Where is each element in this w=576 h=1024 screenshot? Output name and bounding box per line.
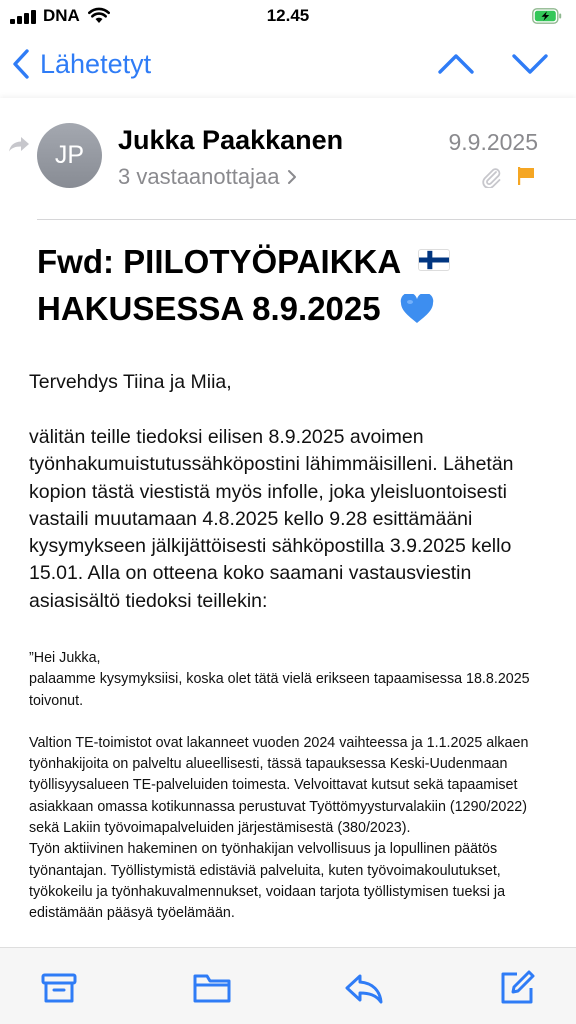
- recipients-toggle[interactable]: [118, 164, 297, 190]
- move-to-folder-button[interactable]: [192, 968, 232, 1008]
- subject-line-1: Fwd: PIILOTYÖPAIKKA: [37, 243, 400, 280]
- subject: [37, 238, 547, 332]
- chevron-right-icon: [287, 169, 297, 185]
- header-divider: [37, 219, 576, 220]
- reply-icon: [344, 968, 384, 1008]
- status-bar: [0, 0, 576, 34]
- quote-paragraph-a: Valtion TE-toimistot ovat lakanneet vuoden 2024 vaihteessa ja 1.1.2025 alkaen työnhakijoita on palveltu alueellisesti, tässä tapauksessa Keski-Uudenmaan työllisyysalueen TE-palveluiden toimesta. Velvoittavat kutsut sekä tapaamiset asiakkaan omassa kotikunnassa perustuvat Työttömyysturvalakiin (1290/2022) sekä Lakiin työvoimapalveluiden järjestämisestä (380/2023).: [29, 734, 529, 837]
- subject-line-2: HAKUSESSA 8.9.2025: [37, 290, 381, 327]
- sender-name[interactable]: Jukka Paakkanen: [118, 125, 344, 155]
- recipients-label: 3 vastaanottajaa: [118, 164, 280, 189]
- quote-intro: ”Hei Jukka, palaamme kysymyksiisi, koska olet tätä vielä erikseen tapaamisessa 18.8.2025 toivonut.: [29, 650, 530, 709]
- quote-paragraph-b: Työn aktiivinen hakeminen on työnhakijan velvollisuus ja lopullinen päätös työnantajan. Työllistymistä edistäviä palveluita, kuten työvoimakoulutukset, työkokeilu ja työnhakuvalmennukset, voidaan tarjota työllistymisen tueksi ja edistämään pääsyä työelämään.: [29, 841, 506, 922]
- archive-button[interactable]: [39, 968, 79, 1008]
- quoted-reply: [29, 648, 559, 925]
- compose-icon: [497, 968, 537, 1008]
- carrier-name: DNA: [43, 6, 80, 25]
- blue-heart-icon: [400, 294, 434, 324]
- finland-flag-icon: [419, 250, 449, 270]
- chevron-left-icon: [12, 49, 30, 79]
- back-button[interactable]: [12, 44, 151, 84]
- flag-icon: [516, 166, 536, 186]
- compose-button[interactable]: [497, 968, 537, 1008]
- bottom-toolbar: [0, 947, 576, 1024]
- folder-icon: [192, 968, 232, 1008]
- greeting: Tervehdys Tiina ja Miia,: [29, 371, 232, 393]
- chevron-up-icon[interactable]: [436, 48, 476, 80]
- battery-charging-icon: [532, 8, 562, 24]
- archive-icon: [39, 968, 79, 1008]
- navigation-bar: [0, 38, 576, 90]
- paperclip-icon: [480, 166, 502, 188]
- avatar[interactable]: JP: [37, 123, 102, 188]
- forwarded-icon: [8, 136, 30, 152]
- clock: 12.45: [266, 6, 310, 25]
- message-date: 9.9.2025: [448, 129, 538, 155]
- chevron-down-icon[interactable]: [510, 48, 550, 80]
- body-paragraph: välitän teille tiedoksi eilisen 8.9.2025 avoimen työnhakumuistutussähköpostini lähimmäisilleni. Lähetän kopion tästä viestistä myös infolle, joka yleisluontoisesti vastaili muutamaan 4.8.2025 kello 9.28 esittämääni kysymykseen jälkijättöisesti sähköpostilla 3.9.2025 kello 15.01. Alla on otteena koko saamani vastausviestin asiasisältö tiedoksi teillekin:: [29, 426, 514, 612]
- message-view: [0, 98, 576, 947]
- back-button-label: Lähetetyt: [40, 48, 152, 79]
- reply-button[interactable]: [344, 968, 384, 1008]
- message-header: [0, 98, 576, 220]
